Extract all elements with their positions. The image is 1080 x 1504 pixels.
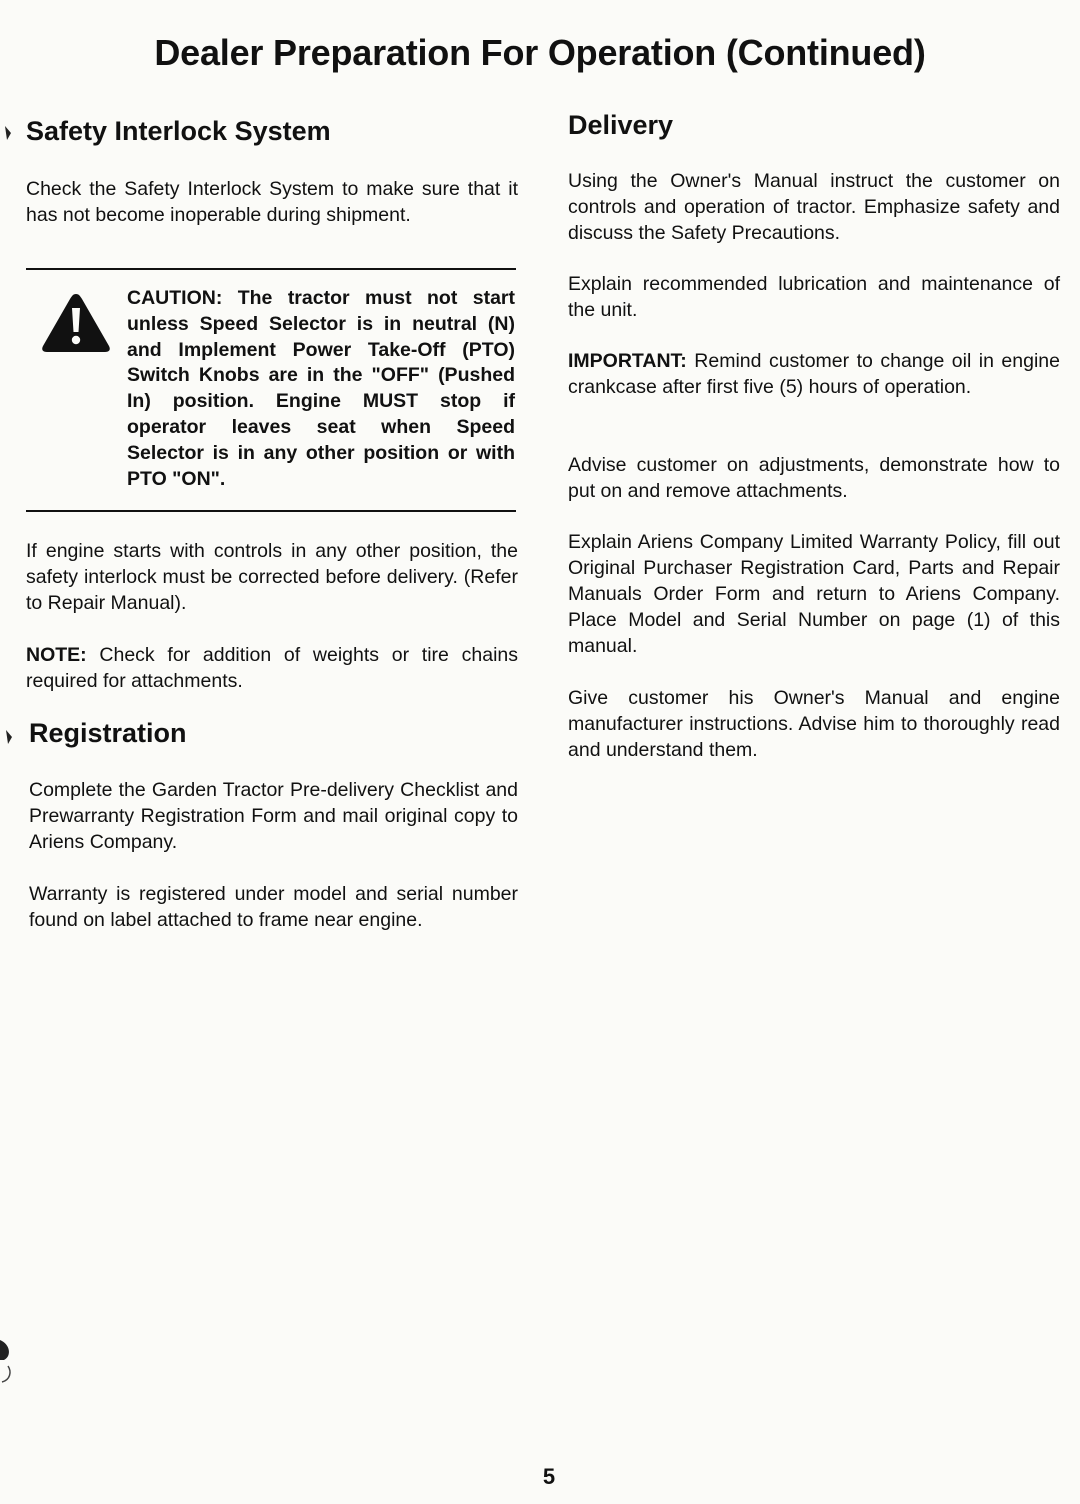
registration-heading: Registration (29, 718, 187, 748)
registration-p2-wrap (29, 881, 518, 933)
note-text: Check for addition of weights or tire chains required for attachments. (26, 644, 518, 692)
delivery-p5-wrap (568, 529, 1060, 659)
safety-intro-wrap (26, 176, 518, 228)
registration-paragraph-1: Complete the Garden Tractor Pre-delivery Checklist and Prewarranty Registration Form and mail original copy to Ariens Company. (29, 779, 518, 853)
delivery-paragraph-1: Using the Owner's Manual instruct the customer on controls and operation of tractor. Emphasize safety and discuss the Safety Precautions. (568, 170, 1060, 244)
note-paragraph (26, 642, 518, 694)
delivery-paragraph-5: Explain Ariens Company Limited Warranty Policy, fill out Original Purchaser Registration Card, Parts and Repair Manuals Order Form and return to Ariens Company. Place Model and Serial Number on page (1) of this manual. (568, 531, 1060, 657)
margin-mark-bottom (0, 1336, 16, 1384)
delivery-p6-wrap (568, 685, 1060, 763)
delivery-p2-wrap (568, 271, 1060, 323)
safety-after-wrap (26, 538, 518, 616)
registration-p1-wrap (29, 777, 518, 855)
safety-intro-paragraph: Check the Safety Interlock System to make sure that it has not become inoperable during shipment. (26, 178, 518, 226)
caution-text: CAUTION: The tractor must not start unless Speed Selector is in neutral (N) and Implement Power Take-Off (PTO) Switch Knobs are in the "OFF" (Pushed In) position. Engine MUST stop if operator leaves seat when Speed Selector is in any other position or with PTO "ON". (127, 287, 515, 490)
margin-mark-top (3, 124, 13, 142)
delivery-paragraph-6: Give customer his Owner's Manual and engine manufacturer instructions. Advise him to thoroughly read and understand them. (568, 687, 1060, 761)
margin-mark-middle (4, 728, 14, 746)
registration-heading-wrap (29, 718, 521, 749)
delivery-p1-wrap (568, 168, 1060, 246)
delivery-paragraph-4: Advise customer on adjustments, demonstrate how to put on and remove attachments. (568, 454, 1060, 502)
warning-triangle-icon (40, 290, 112, 354)
important-label: IMPORTANT: (568, 350, 687, 372)
caution-box (26, 268, 516, 512)
important-wrap (568, 348, 1060, 400)
safety-heading-wrap (26, 116, 518, 147)
registration-paragraph-2: Warranty is registered under model and serial number found on label attached to frame near engine. (29, 883, 518, 931)
note-label: NOTE: (26, 644, 87, 666)
note-wrap (26, 642, 518, 694)
page-number: 5 (542, 1464, 556, 1489)
important-text: Remind customer to change oil in engine crankcase after first five (5) hours of operation. (568, 350, 1060, 398)
safety-interlock-heading: Safety Interlock System (26, 116, 331, 146)
safety-after-paragraph: If engine starts with controls in any other position, the safety interlock must be corrected before delivery. (Refer to Repair Manual). (26, 540, 518, 614)
page-title: Dealer Preparation For Operation (Continued) (154, 32, 926, 73)
delivery-p4-wrap (568, 452, 1060, 504)
delivery-heading-wrap (568, 110, 1060, 141)
delivery-heading: Delivery (568, 110, 674, 140)
delivery-paragraph-2: Explain recommended lubrication and maintenance of the unit. (568, 273, 1060, 321)
important-paragraph (568, 348, 1060, 400)
